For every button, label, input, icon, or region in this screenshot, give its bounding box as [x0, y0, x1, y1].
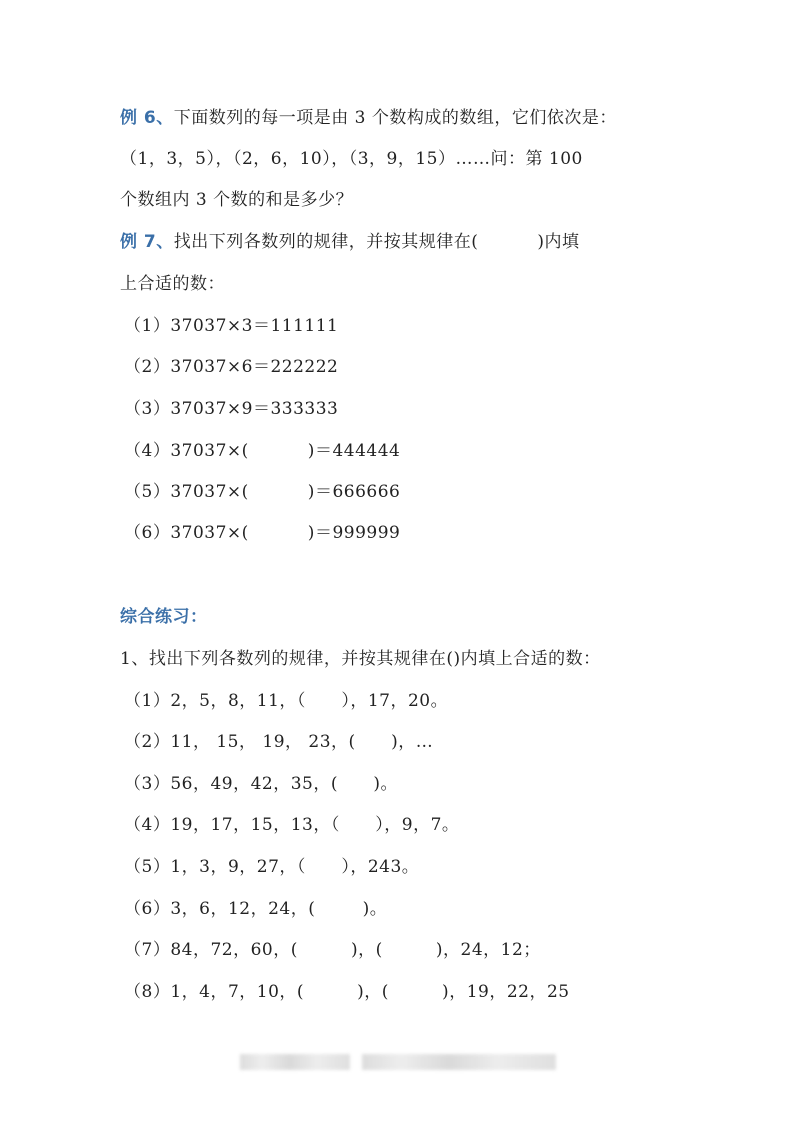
- example-6-line-3: 个数组内 3 个数的和是多少？: [120, 190, 354, 210]
- practice-item: （3）56，49，42，35，( )。: [124, 774, 399, 794]
- practice-item: （4）19，17，15，13，（ ），9，7。: [124, 815, 460, 835]
- practice-item: （1）2，5，8，11，（ ），17，20。: [124, 691, 449, 711]
- practice-item: （5）1，3，9，27，（ ），243。: [124, 857, 420, 877]
- practice-question-1: 1、找出下列各数列的规律，并按其规律在()内填上合适的数：: [120, 649, 601, 669]
- example-7-item: （1）37037×3＝111111: [124, 316, 339, 336]
- example-7-item: （2）37037×6＝222222: [124, 357, 339, 377]
- practice-item: （6）3，6，12，24，( )。: [124, 899, 388, 919]
- practice-item: （2）11， 15， 19， 23，( )，…: [124, 732, 434, 752]
- example-6-line-1: [120, 107, 617, 129]
- example-7-item: （3）37037×9＝333333: [124, 399, 339, 419]
- example-7-item: （6）37037×( )＝999999: [124, 523, 401, 543]
- example-6-text: 下面数列的每一项是由 3 个数构成的数组，它们依次是：: [173, 108, 617, 128]
- example-7-text: 找出下列各数列的规律，并按其规律在( )内填: [173, 232, 580, 252]
- footer-watermark: [362, 1054, 556, 1070]
- example-7-item: （5）37037×( )＝666666: [124, 482, 401, 502]
- practice-heading: 综合练习：: [120, 607, 208, 627]
- example-6-label: 例 6、: [120, 108, 174, 128]
- example-7-item: （4）37037×( )＝444444: [124, 441, 401, 461]
- example-7-label: 例 7、: [120, 232, 174, 252]
- example-6-line-2: （1，3，5），（2，6，10），（3，9，15）……问：第 100: [120, 149, 583, 169]
- practice-item: （7）84，72，60，( )，( )，24，12；: [124, 940, 541, 960]
- example-7-line-2: 上合适的数：: [120, 274, 225, 294]
- practice-item: （8）1，4，7，10，( )，( )，19，22，25: [124, 982, 570, 1002]
- example-7-line-1: [120, 231, 580, 253]
- footer-watermark: [240, 1054, 350, 1070]
